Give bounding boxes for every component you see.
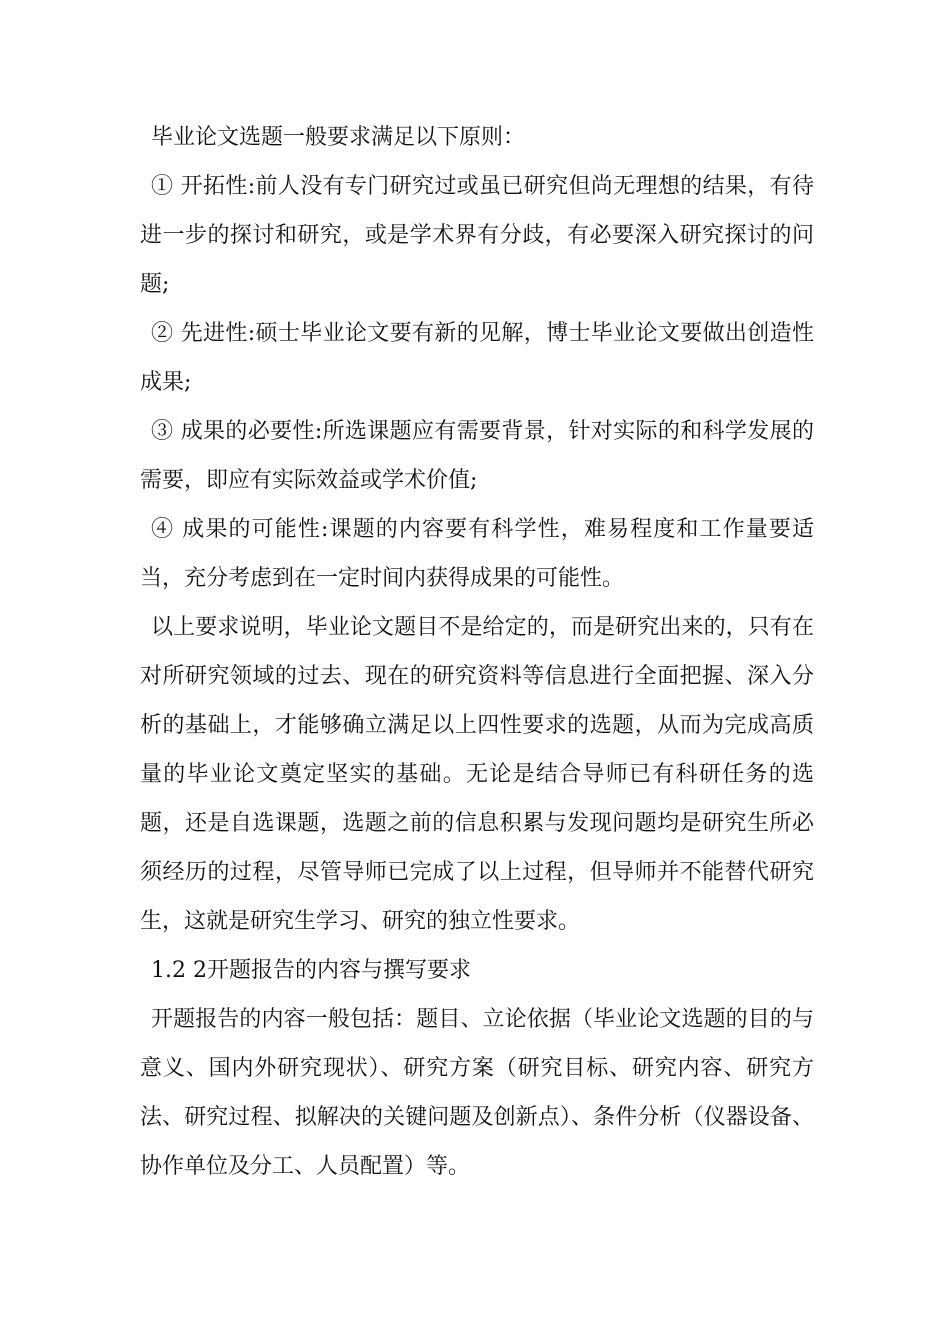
document-page — [140, 113, 814, 1191]
principle-feasibility-paragraph: ④ 成果的可能性:课题的内容要有科学性，难易程度和工作量要适当，充分考虑到在一定时间内获得成果的可能性。 — [140, 517, 814, 591]
principle-necessity-paragraph: ③ 成果的必要性:所选课题应有需要背景，针对实际的和科学发展的需要，即应有实际效益或学术价值; — [140, 419, 814, 493]
principle-pioneering-paragraph: ① 开拓性:前人没有专门研究过或虽已研究但尚无理想的结果，有待进一步的探讨和研究，或是学术界有分歧，有必要深入研究探讨的问题; — [140, 174, 814, 297]
principle-advanced-paragraph: ② 先进性:硕士毕业论文要有新的见解，博士毕业论文要做出创造性成果; — [140, 321, 814, 395]
intro-paragraph: 毕业论文选题一般要求满足以下原则： — [151, 125, 526, 150]
requirements-explanation-paragraph: 以上要求说明，毕业论文题目不是给定的，而是研究出来的，只有在对所研究领域的过去、现在的研究资料等信息进行全面把握、深入分析的基础上，才能够确立满足以上四性要求的选题，从而为完成高质量的毕业论文奠定坚实的基础。无论是结合导师已有科研任务的选题，还是自选课题，选题之前的信息积累与发现问题均是研究生所必须经历的过程，尽管导师已完成了以上过程，但导师并不能替代研究生，这就是研究生学习、研究的独立性要求。 — [140, 615, 814, 934]
section-heading: 1.2 2开题报告的内容与撰写要求 — [151, 958, 471, 983]
report-content-paragraph: 开题报告的内容一般包括：题目、立论依据（毕业论文选题的目的与意义、国内外研究现状）、研究方案（研究目标、研究内容、研究方法、研究过程、拟解决的关键问题及创新点）、条件分析（仪器设备、协作单位及分工、人员配置）等。 — [140, 1007, 814, 1179]
